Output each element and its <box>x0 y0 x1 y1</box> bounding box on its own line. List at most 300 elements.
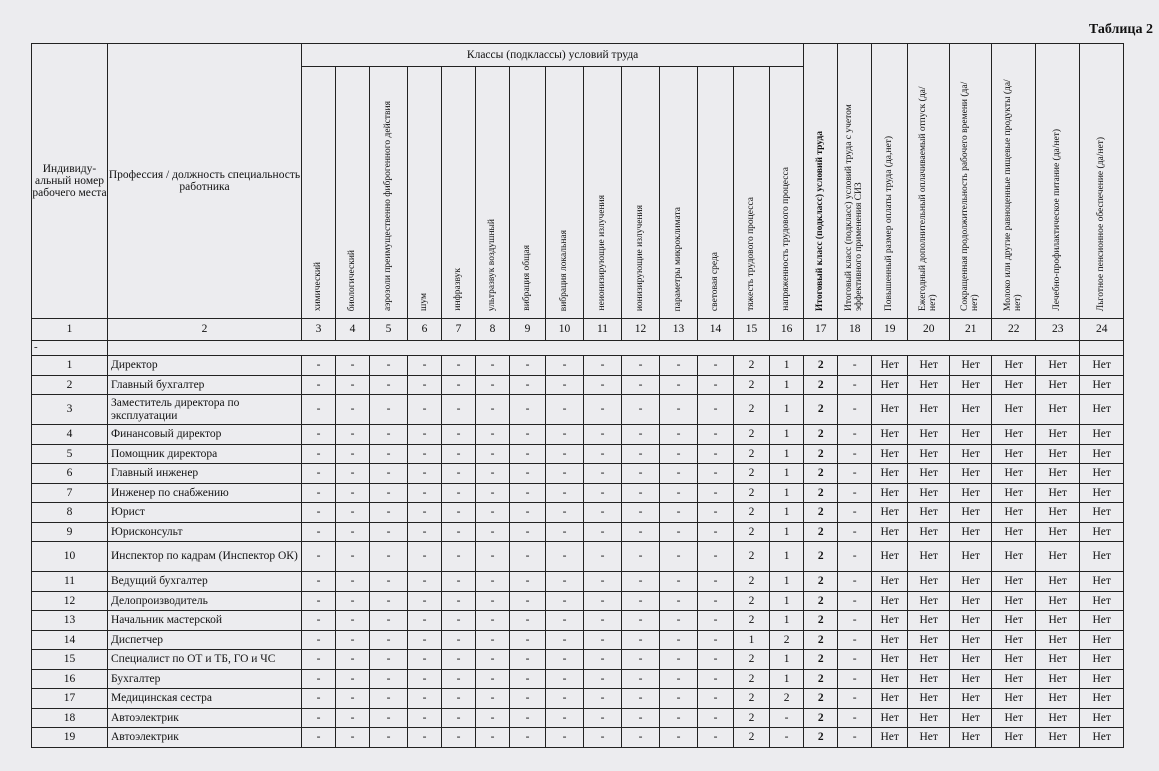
column-number: 12 <box>622 319 660 341</box>
factor-class-cell: - <box>408 464 442 484</box>
factor-class-cell: - <box>510 542 546 572</box>
factor-class-cell: - <box>698 483 734 503</box>
column-number: 21 <box>950 319 992 341</box>
factor-class-cell: 1 <box>770 611 804 631</box>
factor-class-cell: - <box>660 356 698 376</box>
factor-class-cell: - <box>442 630 476 650</box>
factor-class-cell: - <box>442 669 476 689</box>
guarantee-cell: Нет <box>950 611 992 631</box>
factor-class-cell: - <box>546 356 584 376</box>
factor-class-cell: - <box>698 425 734 445</box>
guarantee-cell: Нет <box>872 728 908 748</box>
guarantee-cell: Нет <box>1036 611 1080 631</box>
working-conditions-table <box>31 43 1124 748</box>
factor-class-cell: - <box>584 464 622 484</box>
factor-class-cell: - <box>408 650 442 670</box>
table-row <box>32 591 1124 611</box>
final-class-cell: 2 <box>804 630 838 650</box>
factor-class-cell: - <box>442 708 476 728</box>
workplace-number: 15 <box>32 650 108 670</box>
factor-class-cell: - <box>510 728 546 748</box>
table-row <box>32 464 1124 484</box>
guarantee-cell: Нет <box>1080 542 1124 572</box>
profession-cell: Автоэлектрик <box>108 728 302 748</box>
factor-class-cell: - <box>698 591 734 611</box>
guarantee-cell: Нет <box>950 483 992 503</box>
factor-class-cell: - <box>336 483 370 503</box>
table-row <box>32 669 1124 689</box>
table-row <box>32 728 1124 748</box>
factor-class-cell: - <box>584 356 622 376</box>
factor-class-cell: - <box>302 375 336 395</box>
guarantee-cell: Нет <box>1036 444 1080 464</box>
factor-class-cell: - <box>660 630 698 650</box>
header-factor: световая среда <box>698 67 734 319</box>
profession-cell: Медицинская сестра <box>108 689 302 709</box>
factor-class-cell: 2 <box>734 522 770 542</box>
guarantee-cell: Нет <box>872 464 908 484</box>
factor-class-cell: - <box>302 630 336 650</box>
factor-class-cell: - <box>476 356 510 376</box>
factor-class-cell: - <box>370 425 408 445</box>
factor-class-cell: - <box>622 444 660 464</box>
factor-class-cell: - <box>698 395 734 425</box>
factor-class-cell: 1 <box>770 503 804 523</box>
guarantee-cell: Нет <box>872 425 908 445</box>
column-number: 10 <box>546 319 584 341</box>
factor-class-cell: - <box>408 483 442 503</box>
guarantee-cell: Нет <box>1080 375 1124 395</box>
guarantee-cell: Нет <box>1080 503 1124 523</box>
profession-cell: Автоэлектрик <box>108 708 302 728</box>
factor-class-cell: 1 <box>770 483 804 503</box>
final-class-siz-cell: - <box>838 503 872 523</box>
factor-class-cell: - <box>510 689 546 709</box>
column-number: 8 <box>476 319 510 341</box>
guarantee-cell: Нет <box>950 650 992 670</box>
factor-class-cell: - <box>370 542 408 572</box>
guarantee-cell: Нет <box>908 591 950 611</box>
factor-class-cell: - <box>370 356 408 376</box>
profession-cell: Главный бухгалтер <box>108 375 302 395</box>
factor-class-cell: - <box>510 375 546 395</box>
factor-class-cell: - <box>660 542 698 572</box>
factor-class-cell: - <box>336 395 370 425</box>
column-number: 20 <box>908 319 950 341</box>
final-class-cell: 2 <box>804 503 838 523</box>
factor-class-cell: - <box>546 611 584 631</box>
guarantee-cell: Нет <box>1080 444 1124 464</box>
guarantee-cell: Нет <box>992 728 1036 748</box>
factor-class-cell: - <box>660 650 698 670</box>
factor-class-cell: - <box>622 669 660 689</box>
factor-class-cell: 2 <box>770 630 804 650</box>
factor-class-cell: - <box>584 572 622 592</box>
guarantee-cell: Нет <box>908 483 950 503</box>
workplace-number: 2 <box>32 375 108 395</box>
factor-class-cell: - <box>336 444 370 464</box>
guarantee-cell: Нет <box>1036 728 1080 748</box>
factor-class-cell: - <box>302 708 336 728</box>
table-row <box>32 483 1124 503</box>
final-class-cell: 2 <box>804 483 838 503</box>
factor-class-cell: - <box>546 425 584 445</box>
factor-class-cell: - <box>476 572 510 592</box>
factor-class-cell: - <box>336 669 370 689</box>
factor-class-cell: - <box>622 630 660 650</box>
table-row <box>32 611 1124 631</box>
guarantee-cell: Нет <box>1036 542 1080 572</box>
factor-class-cell: - <box>408 708 442 728</box>
header-individual-number: Индивиду-альный номер рабочего места <box>32 44 108 319</box>
column-number: 15 <box>734 319 770 341</box>
factor-class-cell: - <box>770 728 804 748</box>
factor-class-cell: - <box>476 728 510 748</box>
factor-class-cell: - <box>546 395 584 425</box>
guarantee-cell: Нет <box>950 522 992 542</box>
guarantee-cell: Нет <box>992 503 1036 523</box>
factor-class-cell: - <box>302 522 336 542</box>
guarantee-cell: Нет <box>872 708 908 728</box>
factor-class-cell: - <box>660 522 698 542</box>
factor-class-cell: - <box>302 669 336 689</box>
guarantee-cell: Нет <box>1036 483 1080 503</box>
header-factor: ультразвук воздушный <box>476 67 510 319</box>
factor-class-cell: - <box>442 728 476 748</box>
workplace-number: 6 <box>32 464 108 484</box>
final-class-cell: 2 <box>804 522 838 542</box>
factor-class-cell: - <box>408 375 442 395</box>
factor-class-cell: - <box>476 375 510 395</box>
factor-class-cell: 1 <box>770 572 804 592</box>
factor-class-cell: - <box>660 464 698 484</box>
final-class-cell: 2 <box>804 728 838 748</box>
factor-class-cell: - <box>476 650 510 670</box>
factor-class-cell: - <box>546 572 584 592</box>
factor-class-cell: - <box>302 356 336 376</box>
factor-class-cell: - <box>370 375 408 395</box>
column-number: 13 <box>660 319 698 341</box>
final-class-siz-cell: - <box>838 522 872 542</box>
factor-class-cell: - <box>698 669 734 689</box>
factor-class-cell: - <box>442 356 476 376</box>
final-class-cell: 2 <box>804 650 838 670</box>
guarantee-cell: Нет <box>908 572 950 592</box>
profession-cell: Главный инженер <box>108 464 302 484</box>
profession-cell: Делопроизводитель <box>108 591 302 611</box>
guarantee-cell: Нет <box>1036 630 1080 650</box>
column-number: 2 <box>108 319 302 341</box>
factor-class-cell: - <box>336 708 370 728</box>
column-number: 1 <box>32 319 108 341</box>
factor-class-cell: - <box>302 572 336 592</box>
factor-class-cell: 2 <box>734 669 770 689</box>
factor-class-cell: - <box>302 395 336 425</box>
factor-class-cell: - <box>476 591 510 611</box>
header-final-class-siz: Итоговый класс (подкласс) условий труда с учетом эффективного применения СИЗ <box>838 44 872 319</box>
profession-cell: Финансовый директор <box>108 425 302 445</box>
header-factor: вибрация общая <box>510 67 546 319</box>
final-class-siz-cell: - <box>838 444 872 464</box>
table-row <box>32 375 1124 395</box>
guarantee-cell: Нет <box>872 650 908 670</box>
column-number: 6 <box>408 319 442 341</box>
column-number: 23 <box>1036 319 1080 341</box>
factor-class-cell: - <box>476 630 510 650</box>
guarantee-cell: Нет <box>872 669 908 689</box>
factor-class-cell: 1 <box>734 630 770 650</box>
column-number: 17 <box>804 319 838 341</box>
workplace-number: 10 <box>32 542 108 572</box>
factor-class-cell: - <box>336 425 370 445</box>
final-class-cell: 2 <box>804 669 838 689</box>
factor-class-cell: - <box>622 650 660 670</box>
guarantee-cell: Нет <box>908 728 950 748</box>
factor-class-cell: - <box>510 356 546 376</box>
guarantee-cell: Нет <box>950 503 992 523</box>
factor-class-cell: - <box>370 630 408 650</box>
factor-class-cell: 1 <box>770 669 804 689</box>
guarantee-cell: Нет <box>992 464 1036 484</box>
factor-class-cell: - <box>698 689 734 709</box>
final-class-cell: 2 <box>804 689 838 709</box>
workplace-number: 13 <box>32 611 108 631</box>
guarantee-cell: Нет <box>1080 728 1124 748</box>
table-row <box>32 708 1124 728</box>
factor-class-cell: - <box>302 444 336 464</box>
final-class-siz-cell: - <box>838 591 872 611</box>
factor-class-cell: - <box>370 650 408 670</box>
final-class-cell: 2 <box>804 572 838 592</box>
table-row <box>32 630 1124 650</box>
guarantee-cell: Нет <box>1036 522 1080 542</box>
guarantee-cell: Нет <box>1080 689 1124 709</box>
guarantee-cell: Нет <box>908 611 950 631</box>
guarantee-cell: Нет <box>950 728 992 748</box>
factor-class-cell: - <box>660 425 698 445</box>
factor-class-cell: - <box>622 464 660 484</box>
spacer-row <box>32 341 1124 356</box>
final-class-cell: 2 <box>804 591 838 611</box>
workplace-number: 4 <box>32 425 108 445</box>
final-class-siz-cell: - <box>838 728 872 748</box>
factor-class-cell: - <box>408 425 442 445</box>
factor-class-cell: - <box>370 503 408 523</box>
spacer-mark: - <box>32 341 108 356</box>
factor-class-cell: - <box>370 591 408 611</box>
profession-cell: Заместитель директора по эксплуатации <box>108 395 302 425</box>
factor-class-cell: - <box>476 522 510 542</box>
guarantee-cell: Нет <box>1080 425 1124 445</box>
guarantee-cell: Нет <box>1080 630 1124 650</box>
factor-class-cell: - <box>336 689 370 709</box>
factor-class-cell: - <box>510 708 546 728</box>
factor-class-cell: 2 <box>734 444 770 464</box>
factor-class-cell: 1 <box>770 425 804 445</box>
factor-class-cell: 2 <box>734 425 770 445</box>
guarantee-cell: Нет <box>908 425 950 445</box>
factor-class-cell: - <box>370 708 408 728</box>
factor-class-cell: - <box>510 425 546 445</box>
guarantee-cell: Нет <box>992 483 1036 503</box>
factor-class-cell: - <box>698 650 734 670</box>
guarantee-cell: Нет <box>1080 572 1124 592</box>
factor-class-cell: - <box>510 464 546 484</box>
factor-class-cell: - <box>622 728 660 748</box>
factor-class-cell: - <box>302 483 336 503</box>
final-class-cell: 2 <box>804 444 838 464</box>
factor-class-cell: - <box>660 689 698 709</box>
final-class-siz-cell: - <box>838 708 872 728</box>
factor-class-cell: - <box>546 708 584 728</box>
header-factor: неионизирующие излучения <box>584 67 622 319</box>
factor-class-cell: - <box>546 483 584 503</box>
table-row <box>32 542 1124 572</box>
workplace-number: 7 <box>32 483 108 503</box>
factor-class-cell: - <box>584 728 622 748</box>
header-guarantee: Сокращенная продолжительность рабочего времени (да/нет) <box>950 44 992 319</box>
guarantee-cell: Нет <box>1036 591 1080 611</box>
factor-class-cell: - <box>622 425 660 445</box>
factor-class-cell: - <box>476 425 510 445</box>
factor-class-cell: - <box>302 611 336 631</box>
factor-class-cell: 2 <box>734 375 770 395</box>
factor-class-cell: - <box>584 708 622 728</box>
factor-class-cell: - <box>302 503 336 523</box>
factor-class-cell: - <box>442 503 476 523</box>
guarantee-cell: Нет <box>872 611 908 631</box>
guarantee-cell: Нет <box>992 630 1036 650</box>
factor-class-cell: - <box>546 689 584 709</box>
guarantee-cell: Нет <box>1036 669 1080 689</box>
guarantee-cell: Нет <box>1080 522 1124 542</box>
factor-class-cell: - <box>442 483 476 503</box>
factor-class-cell: - <box>336 522 370 542</box>
factor-class-cell: - <box>302 728 336 748</box>
factor-class-cell: - <box>370 728 408 748</box>
header-guarantee: Повышенный размер оплаты труда (да,нет) <box>872 44 908 319</box>
guarantee-cell: Нет <box>992 542 1036 572</box>
guarantee-cell: Нет <box>908 708 950 728</box>
header-classes-group: Классы (подклассы) условий труда <box>302 44 804 67</box>
factor-class-cell: 2 <box>734 542 770 572</box>
guarantee-cell: Нет <box>908 650 950 670</box>
factor-class-cell: 2 <box>734 611 770 631</box>
guarantee-cell: Нет <box>992 689 1036 709</box>
factor-class-cell: - <box>442 572 476 592</box>
factor-class-cell: - <box>336 611 370 631</box>
factor-class-cell: 2 <box>734 503 770 523</box>
profession-cell: Юрисконсульт <box>108 522 302 542</box>
factor-class-cell: - <box>442 542 476 572</box>
column-number: 3 <box>302 319 336 341</box>
factor-class-cell: - <box>546 728 584 748</box>
factor-class-cell: - <box>698 728 734 748</box>
factor-class-cell: - <box>584 650 622 670</box>
header-final-class: Итоговый класс (подкласс) условий труда <box>804 44 838 319</box>
final-class-cell: 2 <box>804 542 838 572</box>
workplace-number: 1 <box>32 356 108 376</box>
factor-class-cell: - <box>476 708 510 728</box>
factor-class-cell: - <box>584 591 622 611</box>
factor-class-cell: - <box>302 650 336 670</box>
factor-class-cell: - <box>546 444 584 464</box>
guarantee-cell: Нет <box>950 356 992 376</box>
factor-class-cell: 1 <box>770 464 804 484</box>
guarantee-cell: Нет <box>1036 375 1080 395</box>
final-class-siz-cell: - <box>838 395 872 425</box>
guarantee-cell: Нет <box>872 630 908 650</box>
factor-class-cell: - <box>510 611 546 631</box>
header-factor: аэрозоли преимущественно фиброгенного действия <box>370 67 408 319</box>
guarantee-cell: Нет <box>1080 395 1124 425</box>
factor-class-cell: - <box>622 395 660 425</box>
factor-class-cell: - <box>442 375 476 395</box>
guarantee-cell: Нет <box>950 669 992 689</box>
header-guarantee: Лечебно-профилактическое питание (да/нет) <box>1036 44 1080 319</box>
workplace-number: 11 <box>32 572 108 592</box>
factor-class-cell: - <box>476 689 510 709</box>
factor-class-cell: - <box>584 375 622 395</box>
factor-class-cell: - <box>546 522 584 542</box>
factor-class-cell: 1 <box>770 356 804 376</box>
factor-class-cell: - <box>622 611 660 631</box>
factor-class-cell: - <box>370 669 408 689</box>
table-row <box>32 650 1124 670</box>
column-number: 7 <box>442 319 476 341</box>
column-number: 16 <box>770 319 804 341</box>
column-number: 11 <box>584 319 622 341</box>
factor-class-cell: - <box>370 395 408 425</box>
table-row <box>32 444 1124 464</box>
factor-class-cell: 2 <box>734 572 770 592</box>
header-factor: химический <box>302 67 336 319</box>
guarantee-cell: Нет <box>908 375 950 395</box>
guarantee-cell: Нет <box>1036 356 1080 376</box>
factor-class-cell: - <box>510 503 546 523</box>
guarantee-cell: Нет <box>1036 689 1080 709</box>
factor-class-cell: - <box>336 591 370 611</box>
guarantee-cell: Нет <box>992 611 1036 631</box>
guarantee-cell: Нет <box>950 395 992 425</box>
factor-class-cell: - <box>408 444 442 464</box>
factor-class-cell: - <box>510 669 546 689</box>
factor-class-cell: - <box>476 611 510 631</box>
guarantee-cell: Нет <box>872 522 908 542</box>
column-number: 24 <box>1080 319 1124 341</box>
factor-class-cell: - <box>370 572 408 592</box>
factor-class-cell: - <box>546 375 584 395</box>
factor-class-cell: - <box>622 356 660 376</box>
final-class-siz-cell: - <box>838 542 872 572</box>
factor-class-cell: - <box>698 611 734 631</box>
factor-class-cell: - <box>408 503 442 523</box>
factor-class-cell: - <box>510 522 546 542</box>
table-row <box>32 395 1124 425</box>
final-class-cell: 2 <box>804 464 838 484</box>
factor-class-cell: - <box>370 522 408 542</box>
factor-class-cell: - <box>660 611 698 631</box>
factor-class-cell: - <box>302 591 336 611</box>
factor-class-cell: - <box>370 444 408 464</box>
workplace-number: 19 <box>32 728 108 748</box>
guarantee-cell: Нет <box>908 464 950 484</box>
factor-class-cell: 2 <box>734 591 770 611</box>
guarantee-cell: Нет <box>908 356 950 376</box>
header-factor: биологический <box>336 67 370 319</box>
factor-class-cell: - <box>336 375 370 395</box>
factor-class-cell: - <box>510 395 546 425</box>
